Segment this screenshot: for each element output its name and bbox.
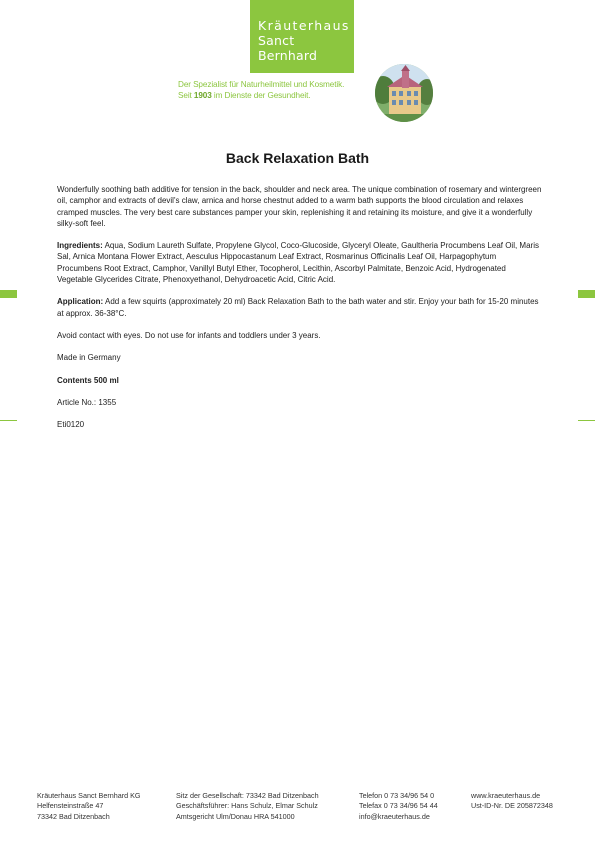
footer-city: 73342 Bad Ditzenbach	[37, 811, 110, 821]
footer-contact	[359, 791, 438, 822]
ingredients-label: Ingredients:	[57, 241, 103, 251]
footer-register: Amtsgericht Ulm/Donau HRA 541000	[176, 811, 295, 821]
made-in-text: Made in Germany	[57, 353, 121, 363]
logo-line2: Sanct Bernhard	[258, 33, 318, 63]
tagline-post: im Dienste der Gesundheit.	[211, 91, 311, 100]
left-fold-line	[0, 420, 17, 421]
footer-vat-id: Ust-ID-Nr. DE 205872348	[471, 801, 553, 811]
application-label: Application:	[57, 297, 104, 307]
contents-text	[57, 375, 542, 386]
label-code: Eti0120	[57, 420, 85, 430]
building-photo	[375, 64, 433, 122]
footer-seat: Sitz der Gesellschaft: 73342 Bad Ditzenbach	[176, 791, 319, 800]
footer-phone: Telefon 0 73 34/96 54 0	[359, 791, 435, 800]
building-illustration	[375, 64, 433, 122]
product-content	[57, 184, 542, 441]
footer-street: Helfensteinstraße 47	[37, 801, 104, 811]
footer-company	[37, 791, 140, 822]
warning-text: Avoid contact with eyes. Do not use for infants and toddlers under 3 years.	[57, 330, 321, 340]
tagline-line2	[178, 90, 344, 101]
tagline	[178, 79, 344, 101]
contents-value: Contents 500 ml	[57, 375, 119, 385]
brand-logo	[250, 0, 354, 73]
page-title: Back Relaxation Bath	[225, 150, 370, 166]
footer-legal	[176, 791, 319, 822]
article-number: Article No.: 1355	[57, 397, 117, 407]
tagline-pre: Seit	[178, 91, 194, 100]
footer-web	[471, 791, 553, 812]
footer-managers: Geschäftsführer: Hans Schulz, Elmar Schulz	[176, 801, 318, 811]
application-paragraph	[57, 296, 542, 319]
footer-email[interactable]: info@kraeuterhaus.de	[359, 811, 430, 821]
footer-company-name: Kräuterhaus Sanct Bernhard KG	[37, 791, 141, 800]
right-fold-line	[578, 420, 595, 421]
footer-website[interactable]: www.kraeuterhaus.de	[471, 791, 541, 800]
footer-fax: Telefax 0 73 34/96 54 44	[359, 801, 438, 811]
application-text: Add a few squirts (approximately 20 ml) Back Relaxation Bath to the bath water and stir. Enjoy your bath for 15-20 minutes at approx. 36-38°C.	[57, 297, 539, 318]
ingredients-text: Aqua, Sodium Laureth Sulfate, Propylene Glycol, Coco-Glucoside, Glyceryl Oleate, Gaultheria Procumbens Leaf Oil, Maris Sal, Arnica Montana Flower Extract, Aesculus Hippocastanum Leaf Extract, Rosmarinus Officinalis Leaf Oil, Harpagophytum Procumbens Root Extract, Camphor, Vanillyl Butyl Ether, Tocopherol, Lecithin, Ascorbyl Palmitate, Benzoic Acid, Hydrogenated Vegetable Glycerides Citrate, Phenoxyethanol, Dehydroacetic Acid, Citric Acid.	[57, 241, 539, 285]
right-margin-mark	[578, 290, 595, 298]
left-margin-mark	[0, 290, 17, 298]
tagline-year: 1903	[193, 91, 212, 100]
product-description: Wonderfully soothing bath additive for tension in the back, shoulder and neck area. The unique combination of rosemary and wintergreen oil, camphor and extracts of devil's claw, arnica and horse chestnut added to a warm bath supports the blood circulation and relaxes cramped muscles. The very best care substances pamper your skin, replenishing it and retaining its moisture, and give it a wonderfully silky-soft feel.	[57, 185, 542, 228]
tagline-line1: Der Spezialist für Naturheilmittel und Kosmetik.	[178, 80, 345, 89]
ingredients-paragraph	[57, 240, 542, 285]
logo-line1: Kräuterhaus	[258, 18, 350, 33]
